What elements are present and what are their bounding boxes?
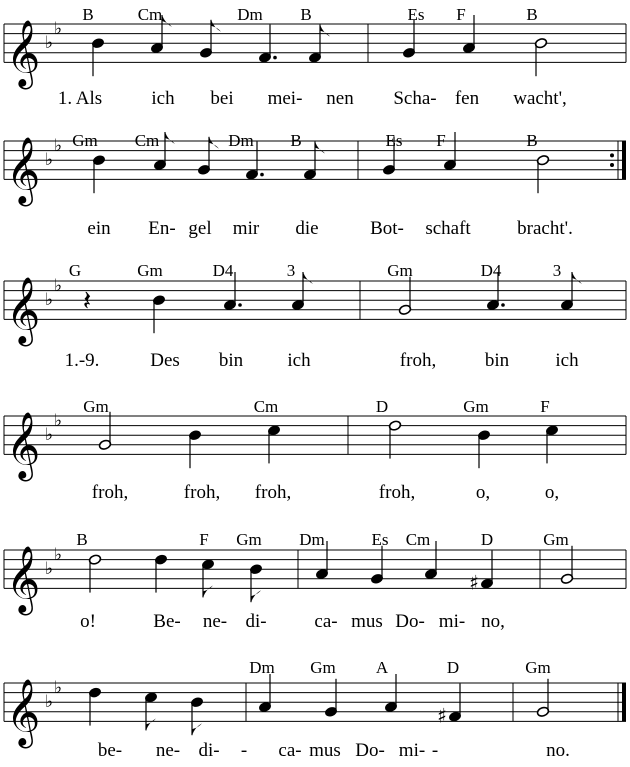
key-signature-flat-b: ♭ <box>44 150 54 171</box>
lyric-syllable: wacht', <box>513 88 567 109</box>
chord-symbol: D <box>375 397 389 416</box>
lyric-syllable: bracht'. <box>517 218 573 239</box>
chord-symbol: Gm <box>463 397 489 416</box>
chord-symbol: A <box>375 658 389 677</box>
note-flag <box>192 723 202 735</box>
lyric-syllable: ne- <box>202 611 228 632</box>
lyric-syllable: o, <box>475 482 491 503</box>
chord-symbol: F <box>436 131 446 150</box>
treble-clef: 𝄞 <box>6 677 41 746</box>
chord-symbol: D <box>446 658 460 677</box>
music-system <box>4 658 626 761</box>
lyric-syllable: gel <box>188 218 212 239</box>
note-flag <box>315 142 325 154</box>
augmentation-dot <box>273 56 277 60</box>
note-flag <box>572 272 582 284</box>
lyric-syllable: froh, <box>91 482 129 503</box>
lyric-syllable: no, <box>481 611 505 632</box>
note-flag <box>303 272 313 284</box>
key-signature-flat-b: ♭ <box>44 559 54 580</box>
lyric-syllable: ca- <box>314 611 338 632</box>
final-barline <box>622 683 626 721</box>
chord-symbol: B <box>526 5 538 24</box>
music-system <box>4 131 626 239</box>
chord-symbol: Es <box>385 131 403 150</box>
note-flag <box>209 137 219 149</box>
chord-symbol: Dm <box>299 530 325 549</box>
lyric-syllable: fen <box>454 88 480 109</box>
key-signature-flat-b: ♭ <box>44 33 54 54</box>
sharp-accidental: ♯ <box>469 570 479 595</box>
lyric-syllable: mi- <box>438 611 466 632</box>
chord-symbol: D4 <box>212 261 234 280</box>
key-signature-flat-e: ♭ <box>53 275 63 296</box>
treble-clef: 𝄞 <box>6 135 41 204</box>
lyric-syllable: Bot- <box>370 218 404 239</box>
lyric-syllable: mus <box>351 611 383 632</box>
augmentation-dot <box>260 173 264 177</box>
chord-symbol: B <box>290 131 302 150</box>
chord-symbol: 3 <box>552 261 562 280</box>
lyric-syllable: bei <box>210 88 234 109</box>
chord-symbol: B <box>526 131 538 150</box>
lyric-syllable: nen <box>326 88 354 109</box>
music-system <box>4 261 626 371</box>
lyric-syllable: froh, <box>399 350 437 371</box>
music-system <box>4 530 626 632</box>
chord-symbol: Es <box>407 5 425 24</box>
lyric-syllable: ich <box>151 88 175 109</box>
lyric-syllable: 1.-9. <box>64 350 100 371</box>
chord-symbol: D <box>480 530 494 549</box>
music-system <box>4 397 626 503</box>
lyric-syllable: bin <box>218 350 244 371</box>
treble-clef: 𝄞 <box>6 275 41 344</box>
music-system <box>4 5 626 109</box>
lyric-syllable: mi- <box>398 740 426 761</box>
chord-symbol: Gm <box>543 530 569 549</box>
chord-symbol: Cm <box>137 5 163 24</box>
lyric-syllable: mus <box>309 740 341 761</box>
lyric-syllable: o! <box>80 611 96 632</box>
note-flag <box>320 25 330 37</box>
lyric-syllable: ich <box>555 350 579 371</box>
chord-symbol: Dm <box>228 131 254 150</box>
lyric-syllable: die <box>295 218 319 239</box>
chord-symbol: Gm <box>137 261 163 280</box>
key-signature-flat-e: ♭ <box>53 544 63 565</box>
lyric-syllable: ein <box>87 218 111 239</box>
key-signature-flat-e: ♭ <box>53 18 63 39</box>
chord-symbol: Dm <box>237 5 263 24</box>
lyric-syllable: froh, <box>254 482 292 503</box>
lyric-syllable: froh, <box>378 482 416 503</box>
note-flag <box>162 15 172 27</box>
chord-symbol: Dm <box>249 658 275 677</box>
lyric-syllable: di- <box>245 611 267 632</box>
note-flag <box>211 20 221 32</box>
key-signature-flat-e: ♭ <box>53 135 63 156</box>
lyric-syllable: Be- <box>153 611 181 632</box>
lyric-syllable: - <box>431 740 439 761</box>
lyric-syllable: Do- <box>395 611 425 632</box>
treble-clef: 𝄞 <box>6 18 41 87</box>
note-flag <box>251 590 261 602</box>
lyric-syllable: ca- <box>278 740 302 761</box>
chord-symbol: Gm <box>387 261 413 280</box>
lyric-syllable: Scha- <box>393 88 437 109</box>
chord-symbol: Cm <box>134 131 160 150</box>
chord-symbol: 3 <box>286 261 296 280</box>
repeat-dot <box>610 163 614 167</box>
quarter-rest: 𝄽 <box>82 283 92 317</box>
chord-symbol: Es <box>371 530 389 549</box>
key-signature-flat-b: ♭ <box>44 692 54 713</box>
chord-symbol: F <box>456 5 466 24</box>
note-flag <box>165 132 175 144</box>
lyric-syllable: bin <box>484 350 510 371</box>
key-signature-flat-b: ♭ <box>44 290 54 311</box>
key-signature-flat-b: ♭ <box>44 425 54 446</box>
chord-symbol: B <box>82 5 94 24</box>
repeat-barline <box>622 141 626 179</box>
lyric-syllable: 1. Als <box>57 88 103 109</box>
treble-clef: 𝄞 <box>6 544 41 613</box>
chord-symbol: Gm <box>310 658 336 677</box>
lyric-syllable: Do- <box>355 740 385 761</box>
chord-symbol: Gm <box>83 397 109 416</box>
chord-symbol: D4 <box>480 261 502 280</box>
key-signature-flat-e: ♭ <box>53 410 63 431</box>
repeat-dot <box>610 153 614 157</box>
lyric-syllable: mei- <box>267 88 303 109</box>
chord-symbol: Gm <box>525 658 551 677</box>
chord-symbol: B <box>300 5 312 24</box>
lyric-syllable: froh, <box>183 482 221 503</box>
chord-symbol: B <box>76 530 88 549</box>
sharp-accidental: ♯ <box>437 703 447 728</box>
lyric-syllable: ich <box>287 350 311 371</box>
lyric-syllable: - <box>240 740 248 761</box>
treble-clef: 𝄞 <box>6 410 41 479</box>
augmentation-dot <box>238 303 242 307</box>
chord-symbol: Gm <box>72 131 98 150</box>
note-flag <box>203 585 213 597</box>
lyric-syllable: mir <box>232 218 260 239</box>
note-flag <box>146 718 156 730</box>
chord-symbol: G <box>68 261 82 280</box>
lyric-syllable: di- <box>198 740 220 761</box>
lyric-syllable: o, <box>544 482 560 503</box>
lyric-syllable: ne- <box>155 740 181 761</box>
lyric-syllable: be- <box>97 740 123 761</box>
key-signature-flat-e: ♭ <box>53 677 63 698</box>
chord-symbol: F <box>199 530 209 549</box>
chord-symbol: F <box>540 397 550 416</box>
lyric-syllable: En- <box>148 218 176 239</box>
lyric-syllable: Des <box>150 350 180 371</box>
lyric-syllable: schaft <box>425 218 471 239</box>
lyric-syllable: no. <box>546 740 570 761</box>
chord-symbol: Gm <box>236 530 262 549</box>
chord-symbol: Cm <box>253 397 279 416</box>
chord-symbol: Cm <box>405 530 431 549</box>
augmentation-dot <box>501 303 505 307</box>
